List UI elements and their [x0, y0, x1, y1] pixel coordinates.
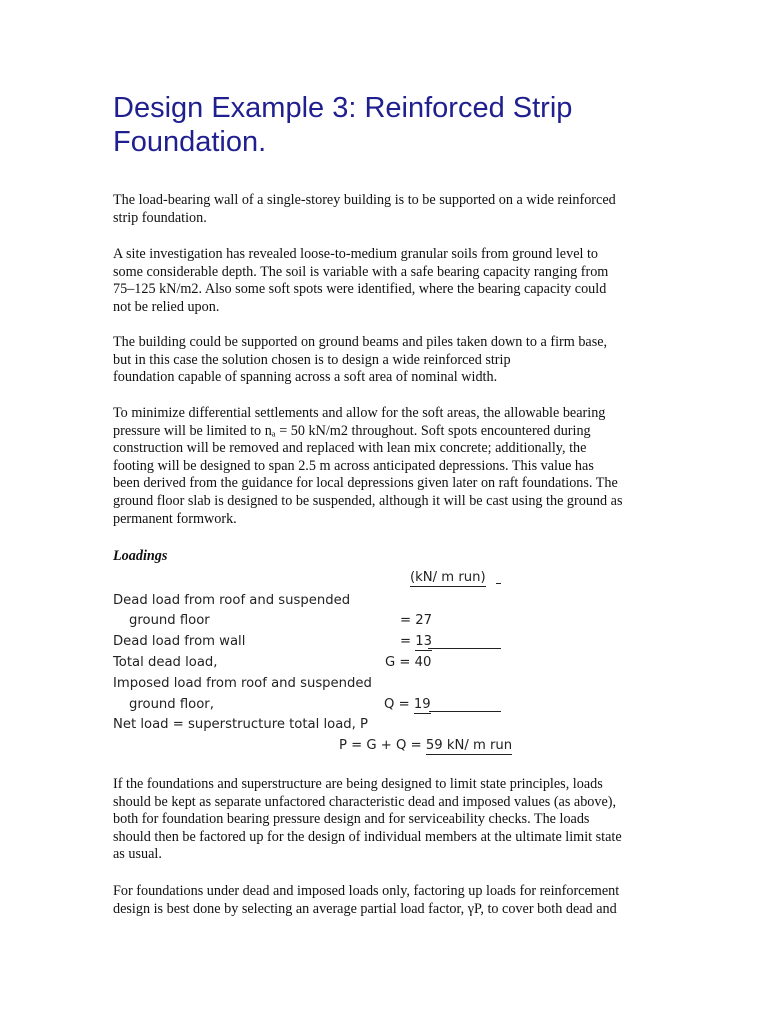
page-title	[113, 91, 673, 159]
dead-roof-label-1: Dead load from roof and suspended	[113, 593, 351, 608]
paragraph-solution	[113, 334, 668, 387]
text-line: ground floor slab is designed to be suspended, although it will be cast using the ground as	[113, 492, 623, 509]
dead-wall-value: 13	[415, 634, 433, 649]
text-line: The load-bearing wall of a single-storey building is to be supported on a wide reinforced	[113, 192, 616, 208]
text-line: should then be factored up for the design of individual members at the ultimate limit state	[113, 828, 622, 845]
text-line: not be relied upon.	[113, 298, 220, 315]
unit-header-underline	[496, 583, 501, 584]
text-line: strip foundation.	[113, 209, 207, 226]
dead-wall-underline	[428, 648, 501, 649]
title-line-2: Foundation.	[113, 126, 267, 158]
text-line: should be kept as separate unfactored characteristic dead and imposed values (as above),	[113, 793, 617, 810]
text-line: To minimize differential settlements and allow for the soft areas, the allowable bearing	[113, 405, 606, 421]
text-line: but in this case the solution chosen is to design a wide reinforced strip	[113, 351, 511, 368]
loadings-heading: Loadings	[113, 548, 168, 564]
net-load-label: Net load = superstructure total load, P	[113, 717, 368, 732]
text-line: The building could be supported on ground beams and piles taken down to a firm base,	[113, 334, 608, 350]
dead-roof-value: = 27	[400, 613, 433, 628]
title-line-1: Design Example 3: Reinforced Strip	[113, 92, 573, 124]
paragraph-intro	[113, 192, 668, 227]
paragraph-settlements	[113, 405, 668, 528]
text-line: design is best done by selecting an average partial load factor, γP, to cover both dead and	[113, 900, 617, 917]
text-line: If the foundations and superstructure are being designed to limit state principles, loads	[113, 776, 603, 792]
paragraph-limit-state	[113, 776, 668, 864]
imposed-label-1: Imposed load from roof and suspended	[113, 676, 372, 691]
text-line: both for foundation bearing pressure design and for serviceability checks. The loads	[113, 811, 590, 828]
total-dead-label: Total dead load,	[113, 655, 218, 670]
text-line: permanent formwork.	[113, 510, 237, 527]
net-load-row: P = G + Q = 59 kN/ m run	[339, 738, 513, 753]
text-line: been derived from the guidance for local depressions given later on raft foundations. The	[113, 475, 618, 492]
dead-wall-label: Dead load from wall	[113, 634, 246, 649]
imposed-underline	[429, 711, 501, 712]
imposed-label-2: ground floor,	[129, 697, 214, 712]
text-line: footing will be designed to span 2.5 m across anticipated depressions. This value has	[113, 457, 594, 474]
paragraph-factoring	[113, 883, 668, 918]
dead-wall-value-row: = 13	[400, 634, 433, 649]
text-line: as usual.	[113, 846, 162, 863]
imposed-value-row: Q = 19	[384, 697, 431, 712]
text-line: foundation capable of spanning across a soft area of nominal width.	[113, 369, 498, 386]
text-line: 75–125 kN/m2. Also some soft spots were identified, where the bearing capacity could	[113, 281, 607, 298]
text-line: pressure will be limited to nₐ = 50 kN/m2 throughout. Soft spots encountered during	[113, 422, 591, 439]
text-line: A site investigation has revealed loose-to-medium granular soils from ground level to	[113, 246, 599, 262]
unit-header: (kN/ m run)	[410, 570, 486, 585]
net-load-value: 59 kN/ m run	[425, 738, 513, 753]
text-line: For foundations under dead and imposed loads only, factoring up loads for reinforcement	[113, 883, 620, 899]
dead-roof-label-2: ground floor	[129, 613, 210, 628]
text-line: construction will be removed and replaced with lean mix concrete; additionally, the	[113, 440, 587, 457]
loadings-table	[113, 568, 513, 758]
imposed-value: 19	[413, 697, 431, 712]
paragraph-site-investigation	[113, 246, 668, 316]
total-dead-value: G = 40	[385, 655, 432, 670]
text-line: some considerable depth. The soil is variable with a safe bearing capacity ranging from	[113, 263, 609, 280]
